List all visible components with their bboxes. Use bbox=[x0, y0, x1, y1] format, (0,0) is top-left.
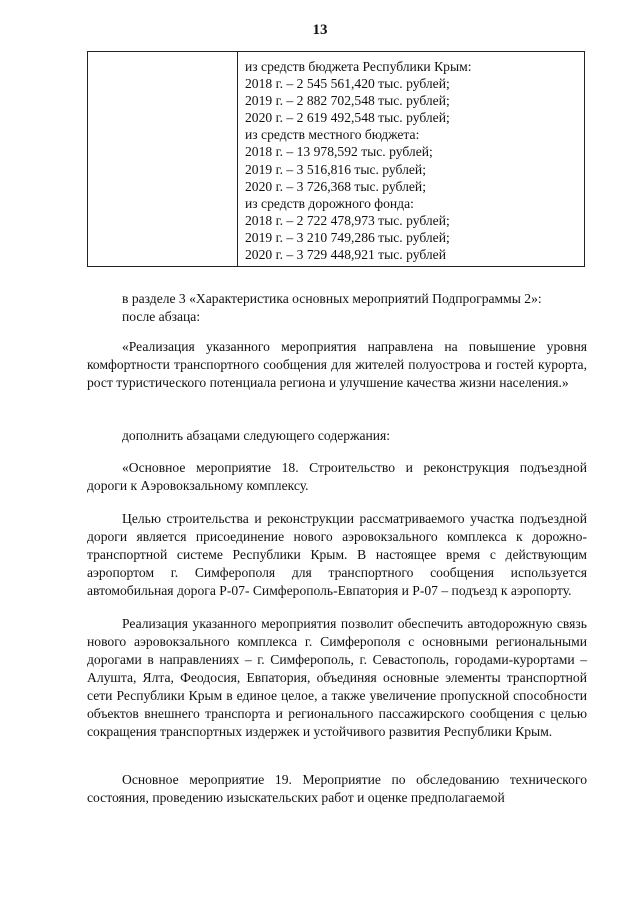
supplement-intro: дополнить абзацами следующего содержания: bbox=[122, 428, 391, 443]
funding-line: 2018 г. – 13 978,592 тыс. рублей; bbox=[245, 144, 433, 160]
funding-cell bbox=[245, 58, 580, 263]
funding-line: 2019 г. – 3 210 749,286 тыс. рублей; bbox=[245, 229, 450, 245]
funding-line: 2020 г. – 2 619 492,548 тыс. рублей; bbox=[245, 110, 450, 126]
page-number: 13 bbox=[312, 22, 328, 38]
after-paragraph-label: после абзаца: bbox=[122, 309, 201, 324]
funding-line: 2020 г. – 3 729 448,921 тыс. рублей bbox=[245, 247, 446, 263]
funding-line: 2019 г. – 2 882 702,548 тыс. рублей; bbox=[245, 93, 450, 109]
quoted-paragraph: «Реализация указанного мероприятия направлена на повышение уровня комфортности транспортного сообщения для жителей полуострова и гостей курорта, рост туристического потенциала региона и улучшение качества жизни населения.» bbox=[87, 339, 587, 390]
funding-line: из средств местного бюджета: bbox=[245, 127, 420, 143]
measure-18-effect: Реализация указанного мероприятия позволит обеспечить автодорожную связь нового аэровокзального комплекса г. Симферополя с основными региональными дорогами в направлениях – г. Симферополь, г. Севастополь, городами-курортами – Алушта, Ялта, Феодосия, Евпатория, объединяя основные элементы транспортной сети Республики Крым в единое целое, а также увеличение пропускной способности объектов внешнего транспорта и регионального пассажирского сообщения с целью сокращения транспортных издержек и устойчивого развития Республики Крым. bbox=[87, 616, 587, 739]
funding-line: 2019 г. – 3 516,816 тыс. рублей; bbox=[245, 161, 426, 177]
measure-18-title: «Основное мероприятие 18. Строительство и реконструкция подъездной дороги к Аэровокзальному комплексу. bbox=[87, 460, 587, 493]
funding-line: из средств бюджета Республики Крым: bbox=[245, 59, 472, 74]
funding-line: 2018 г. – 2 545 561,420 тыс. рублей; bbox=[245, 76, 450, 92]
measure-19-start: Основное мероприятие 19. Мероприятие по обследованию технического состояния, проведению изыскательских работ и оценке предполагаемой bbox=[87, 772, 587, 805]
funding-line: 2020 г. – 3 726,368 тыс. рублей; bbox=[245, 178, 426, 194]
table-column-divider bbox=[237, 52, 238, 266]
funding-line: из средств дорожного фонда: bbox=[245, 195, 414, 211]
section-reference: в разделе 3 «Характеристика основных мероприятий Подпрограммы 2»: bbox=[122, 291, 542, 306]
funding-line: 2018 г. – 2 722 478,973 тыс. рублей; bbox=[245, 212, 450, 228]
measure-18-goal: Целью строительства и реконструкции рассматриваемого участка подъездной дороги является присоединение нового аэровокзального комплекса к дорожно-транспортной системе Республики Крым. В настоящее время с действующим аэропортом г. Симферополя для транспортного сообщения используется автомобильная дорога Р-07- Симферополь-Евпатория и Р-07 – подъезд к аэропорту. bbox=[87, 511, 587, 598]
funding-table bbox=[87, 51, 585, 267]
